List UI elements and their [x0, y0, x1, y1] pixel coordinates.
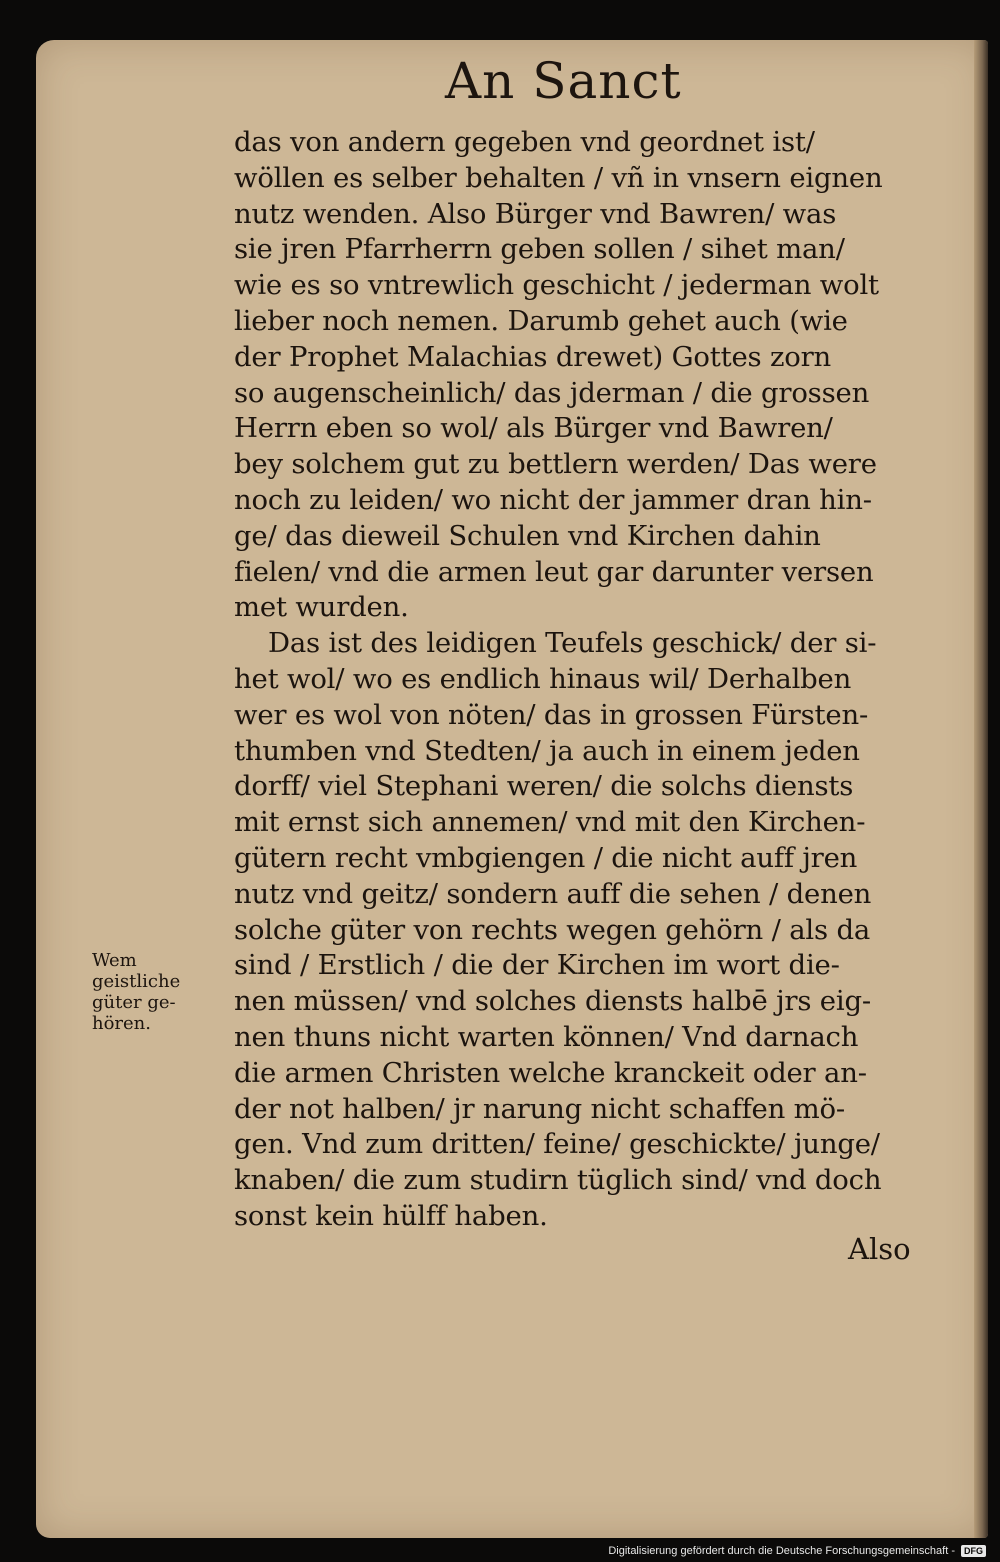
paragraph-start-line: Das ist des leidigen Teufels geschick/ der si- [268, 627, 877, 660]
text-line: nutz vnd geitz/ sondern auff die sehen / denen [234, 877, 872, 910]
text-line: fielen/ vnd die armen leut gar darunter versen [234, 555, 874, 588]
text-line: sie jren Pfarrherrn geben sollen / sihet man/ [234, 233, 845, 266]
marginal-note [92, 950, 222, 1034]
marginal-note-line: Wem [92, 950, 137, 971]
text-line: nen thuns nicht warten können/ Vnd darnach [234, 1020, 859, 1053]
footer-credit [608, 1542, 986, 1560]
text-line: nutz wenden. Also Bürger vnd Bawren/ was [234, 197, 837, 230]
dfg-logo: DFG [961, 1545, 986, 1557]
footer-text: Digitalisierung gefördert durch die Deutsche Forschungsgemeinschaft - [608, 1545, 955, 1557]
text-line: noch zu leiden/ wo nicht der jammer dran hin- [234, 483, 872, 516]
body-text [234, 125, 924, 1235]
marginal-note-line: hören. [92, 1013, 152, 1034]
text-line: der not halben/ jr narung nicht schaffen mö- [234, 1092, 845, 1125]
text-line: wer es wol von nöten/ das in grossen Fürsten- [234, 698, 869, 731]
text-line: wie es so vntrewlich geschicht / jederman wolt [234, 269, 879, 302]
text-line: sonst kein hülff haben. [234, 1199, 548, 1232]
text-line: lieber noch nemen. Darumb gehet auch (wie [234, 304, 848, 337]
text-line: bey solchem gut zu bettlern werden/ Das were [234, 448, 877, 481]
marginal-note-line: güter ge- [92, 992, 176, 1013]
text-line: der Prophet Malachias drewet) Gottes zorn [234, 340, 832, 373]
text-line: thumben vnd Stedten/ ja auch in einem jeden [234, 734, 860, 767]
text-line: dorff/ viel Stephani weren/ die solchs diensts [234, 770, 854, 803]
text-line: wöllen es selber behalten / vñ in vnsern eignen [234, 161, 883, 194]
text-line: met wurden. [234, 591, 409, 624]
running-head: An Sanct [445, 52, 682, 110]
text-line: gen. Vnd zum dritten/ feine/ geschickte/ junge/ [234, 1128, 880, 1161]
text-line: Herrn eben so wol/ als Bürger vnd Bawren/ [234, 412, 833, 445]
catchword: Also [848, 1232, 911, 1266]
text-line: het wol/ wo es endlich hinaus wil/ Derhalben [234, 662, 852, 695]
text-line: ge/ das dieweil Schulen vnd Kirchen dahin [234, 519, 821, 552]
text-line: sind / Erstlich / die der Kirchen im wort die- [234, 949, 840, 982]
text-line: knaben/ die zum studirn tüglich sind/ vnd doch [234, 1164, 882, 1197]
page-spine-edge [974, 40, 988, 1538]
text-line: gütern recht vmbgiengen / die nicht auff jren [234, 841, 858, 874]
text-line: das von andern gegeben vnd geordnet ist/ [234, 126, 815, 158]
text-line: so augenscheinlich/ das jderman / die grossen [234, 376, 870, 409]
text-line: solche güter von rechts wegen gehörn / als da [234, 913, 871, 946]
text-line: die armen Christen welche kranckeit oder an- [234, 1056, 867, 1089]
marginal-note-line: geistliche [92, 971, 181, 992]
text-line: mit ernst sich annemen/ vnd mit den Kirchen- [234, 806, 866, 839]
text-line: nen müssen/ vnd solches diensts halbē jrs eig- [234, 985, 871, 1018]
